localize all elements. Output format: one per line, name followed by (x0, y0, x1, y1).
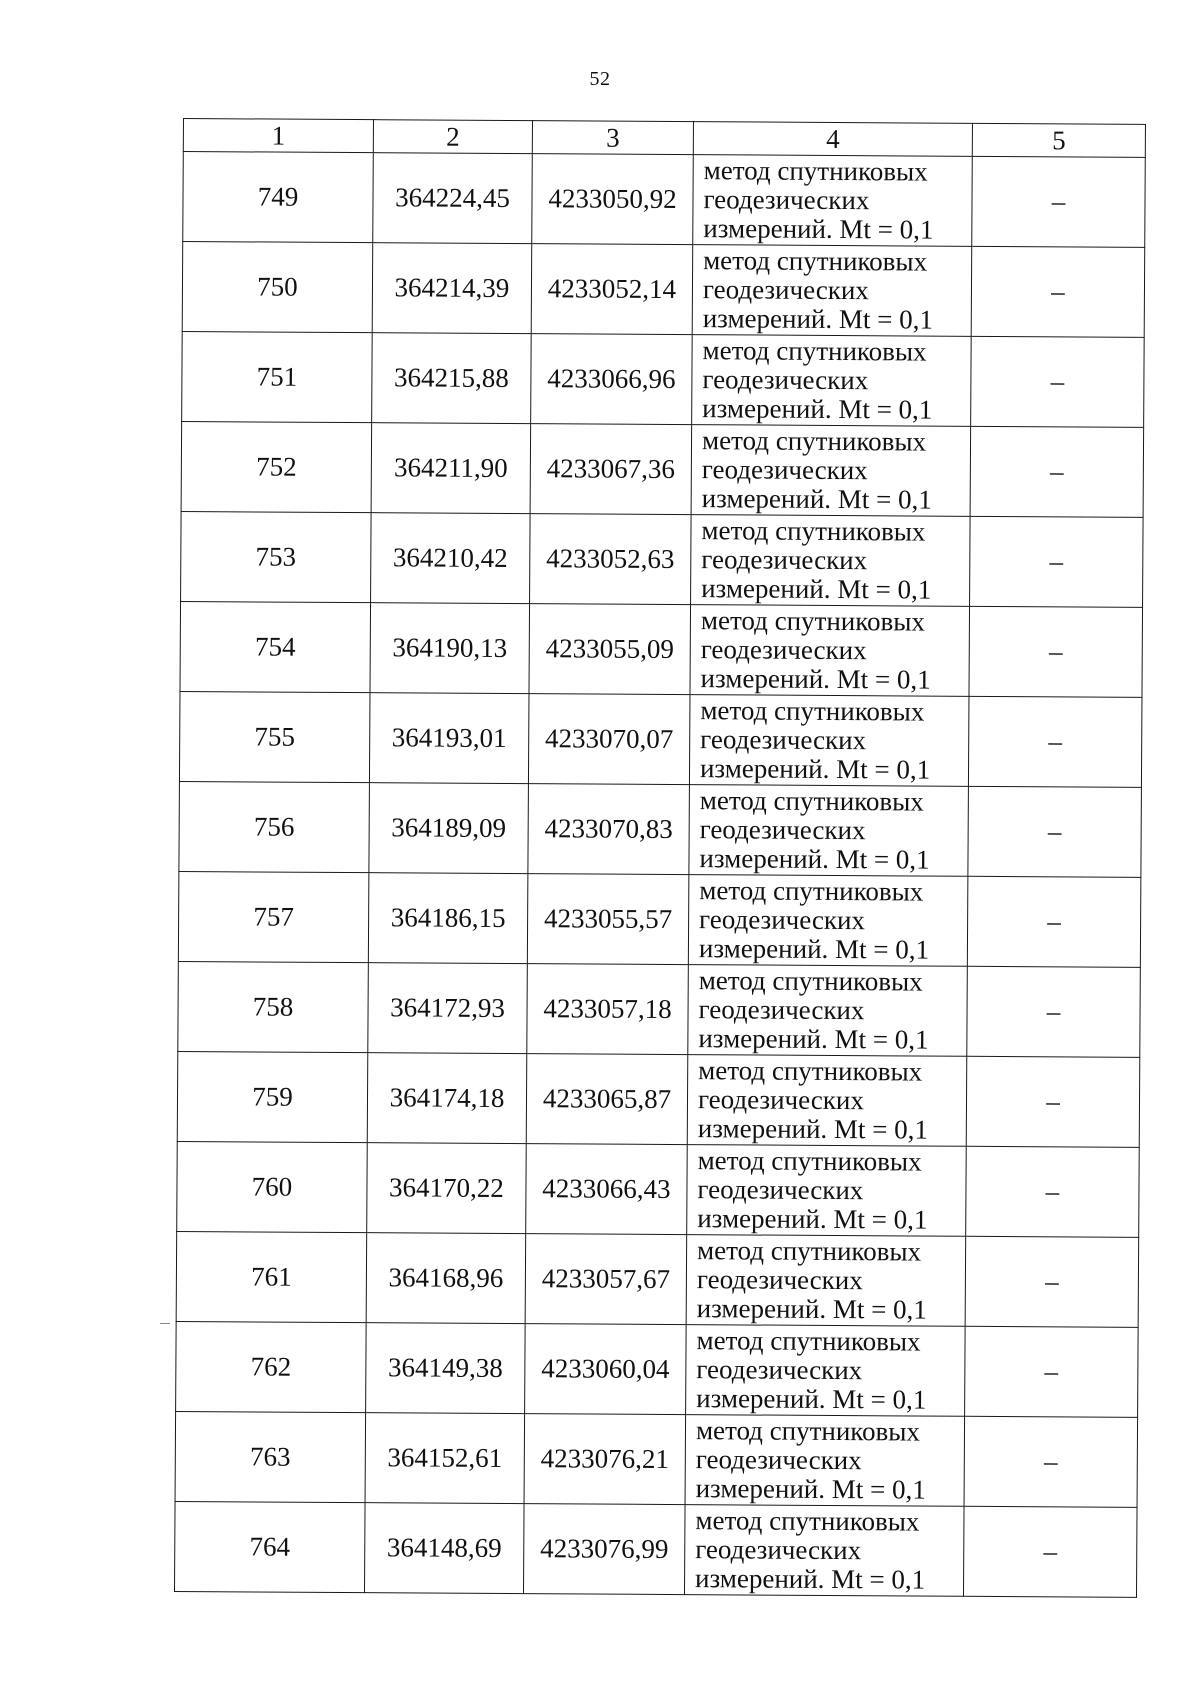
point-number: 753 (181, 511, 372, 602)
coordinate-x: 364168,96 (366, 1233, 526, 1324)
column-header: 3 (532, 121, 693, 155)
point-number: 756 (179, 781, 370, 872)
coordinate-y: 4233070,07 (528, 694, 690, 785)
point-number: 751 (182, 331, 373, 422)
method-line: геодезических (695, 1444, 862, 1476)
method-description (684, 1505, 964, 1597)
coordinate-y: 4233055,09 (529, 604, 691, 695)
point-number: 762 (176, 1321, 367, 1412)
coordinate-y: 4233076,21 (524, 1414, 686, 1505)
method-line: метод спутниковых (695, 1415, 921, 1447)
coordinate-x: 364214,39 (372, 243, 532, 334)
table-row (177, 1051, 1140, 1147)
table-row (179, 781, 1142, 877)
method-description (691, 425, 971, 517)
method-description (688, 965, 968, 1057)
table-body (174, 119, 1145, 1598)
point-number: 757 (178, 871, 369, 962)
coordinate-x: 364193,01 (369, 693, 529, 784)
table-row (181, 421, 1144, 517)
method-line: измерений. Mt = 0,1 (701, 483, 932, 515)
coordinate-x: 364149,38 (366, 1323, 526, 1414)
extra-value: – (971, 246, 1145, 337)
method-line: метод спутниковых (695, 1505, 920, 1537)
coordinates-table (174, 118, 1146, 1598)
extra-value: – (972, 156, 1146, 247)
method-line: геодезических (702, 364, 869, 396)
method-line: геодезических (697, 1084, 864, 1116)
method-line: метод спутниковых (698, 1055, 923, 1087)
method-description (693, 155, 973, 247)
method-line: геодезических (699, 814, 866, 846)
table-row (176, 1231, 1139, 1327)
coordinate-x: 364170,22 (367, 1143, 527, 1234)
method-line: геодезических (698, 994, 865, 1026)
extra-value: – (967, 876, 1141, 967)
coordinate-x: 364174,18 (367, 1053, 527, 1144)
extra-value: – (964, 1416, 1138, 1507)
point-number: 750 (182, 242, 373, 333)
extra-value: – (966, 1056, 1140, 1147)
coordinate-x: 364148,69 (364, 1503, 524, 1594)
method-line: геодезических (702, 274, 869, 306)
table-row (178, 961, 1141, 1057)
method-line: метод спутниковых (701, 425, 927, 457)
coordinate-y: 4233065,87 (526, 1054, 688, 1145)
table-row (174, 1501, 1137, 1597)
method-line: измерений. Mt = 0,1 (695, 1473, 926, 1505)
extra-value: – (967, 966, 1141, 1057)
method-line: метод спутниковых (699, 875, 924, 907)
method-line: измерений. Mt = 0,1 (697, 1203, 928, 1235)
extra-value: – (965, 1236, 1139, 1327)
table-row (181, 511, 1144, 607)
extra-value: – (970, 426, 1144, 517)
method-line: измерений. Mt = 0,1 (702, 393, 933, 425)
method-line: метод спутниковых (697, 1235, 922, 1267)
point-number: 763 (175, 1411, 366, 1502)
method-line: измерений. Mt = 0,1 (699, 843, 930, 875)
method-line: метод спутниковых (699, 785, 924, 817)
coordinate-y: 4233057,18 (527, 964, 689, 1055)
coordinate-x: 364186,15 (368, 873, 528, 964)
coordinate-x: 364210,42 (371, 513, 531, 604)
table-row (180, 601, 1143, 697)
method-line: геодезических (696, 1354, 863, 1386)
coordinate-x: 364190,13 (370, 603, 530, 694)
table-row (182, 331, 1145, 427)
table-row (175, 1411, 1138, 1507)
method-line: метод спутниковых (697, 1145, 922, 1177)
coordinate-x: 364215,88 (372, 333, 532, 424)
coordinate-y: 4233057,67 (525, 1234, 687, 1325)
method-line: измерений. Mt = 0,1 (701, 573, 932, 605)
extra-value: – (969, 606, 1143, 697)
method-line: геодезических (703, 184, 870, 216)
coordinate-x: 364211,90 (371, 423, 531, 514)
extra-value: – (965, 1326, 1139, 1417)
method-line: измерений. Mt = 0,1 (696, 1383, 927, 1415)
column-header: 4 (693, 122, 972, 157)
coordinate-y: 4233066,96 (531, 334, 693, 425)
point-number: 760 (177, 1141, 368, 1232)
coordinate-x: 364172,93 (368, 963, 528, 1054)
method-line: геодезических (697, 1174, 864, 1206)
margin-mark (160, 1323, 170, 1324)
column-header: 1 (183, 119, 373, 153)
coordinate-y: 4233050,92 (532, 154, 694, 245)
point-number: 752 (181, 421, 372, 512)
method-line: геодезических (701, 454, 868, 486)
table-row (182, 242, 1145, 338)
method-description (687, 1055, 967, 1147)
point-number: 761 (176, 1231, 367, 1322)
method-line: метод спутниковых (703, 155, 928, 187)
method-description (692, 245, 972, 337)
method-line: геодезических (696, 1264, 863, 1296)
table-row (176, 1321, 1139, 1417)
method-line: геодезических (701, 544, 868, 576)
point-number: 755 (179, 691, 370, 782)
table-row (179, 691, 1142, 787)
extra-value: – (970, 516, 1144, 607)
method-description (685, 1415, 965, 1507)
point-number: 764 (174, 1501, 365, 1592)
method-line: метод спутниковых (703, 245, 928, 277)
method-line: метод спутниковых (696, 1325, 921, 1357)
method-description (688, 875, 968, 967)
column-header: 5 (972, 123, 1145, 157)
table-row (183, 152, 1146, 248)
coordinate-y: 4233060,04 (525, 1324, 687, 1415)
extra-value: – (971, 336, 1145, 427)
coordinate-y: 4233070,83 (528, 784, 690, 875)
column-header: 2 (373, 120, 532, 154)
method-line: измерений. Mt = 0,1 (697, 1113, 929, 1145)
method-description (686, 1325, 966, 1417)
method-description (689, 695, 969, 787)
method-line: измерений. Mt = 0,1 (702, 303, 933, 335)
coordinate-y: 4233066,43 (526, 1144, 688, 1235)
coordinate-x: 364152,61 (365, 1413, 525, 1504)
method-line: измерений. Mt = 0,1 (694, 1563, 926, 1595)
method-description (687, 1145, 967, 1237)
method-line: метод спутниковых (700, 695, 925, 727)
point-number: 749 (183, 152, 374, 243)
table-row (177, 1141, 1140, 1237)
coordinate-y: 4233076,99 (523, 1504, 685, 1595)
table-row (178, 871, 1141, 967)
method-line: метод спутниковых (701, 515, 926, 547)
method-description (691, 515, 971, 607)
method-description (686, 1235, 966, 1327)
coordinate-y: 4233055,57 (527, 874, 689, 965)
point-number: 754 (180, 601, 371, 692)
extra-value: – (968, 786, 1142, 877)
coordinate-x: 364224,45 (373, 153, 533, 244)
method-line: геодезических (695, 1534, 862, 1566)
method-line: измерений. Mt = 0,1 (698, 1023, 929, 1055)
method-line: метод спутниковых (702, 335, 927, 367)
coordinate-y: 4233052,14 (531, 244, 693, 335)
point-number: 758 (178, 961, 369, 1052)
extra-value: – (963, 1506, 1137, 1597)
method-description (689, 785, 969, 877)
coordinate-y: 4233067,36 (530, 424, 692, 515)
coordinate-y: 4233052,63 (530, 514, 692, 605)
method-line: измерений. Mt = 0,1 (699, 753, 931, 785)
extra-value: – (968, 696, 1142, 787)
method-line: измерений. Mt = 0,1 (700, 663, 931, 695)
point-number: 759 (177, 1051, 368, 1142)
method-description (690, 605, 970, 697)
method-line: геодезических (700, 634, 867, 666)
coordinate-x: 364189,09 (369, 783, 529, 874)
method-line: метод спутниковых (700, 605, 926, 637)
method-line: метод спутниковых (698, 965, 923, 997)
method-line: геодезических (699, 904, 866, 936)
method-line: измерений. Mt = 0,1 (696, 1293, 927, 1325)
method-description (692, 335, 972, 427)
method-line: измерений. Mt = 0,1 (698, 933, 930, 965)
extra-value: – (966, 1146, 1140, 1237)
page-number: 52 (589, 68, 611, 90)
method-line: геодезических (700, 724, 867, 756)
method-line: измерений. Mt = 0,1 (703, 213, 934, 245)
